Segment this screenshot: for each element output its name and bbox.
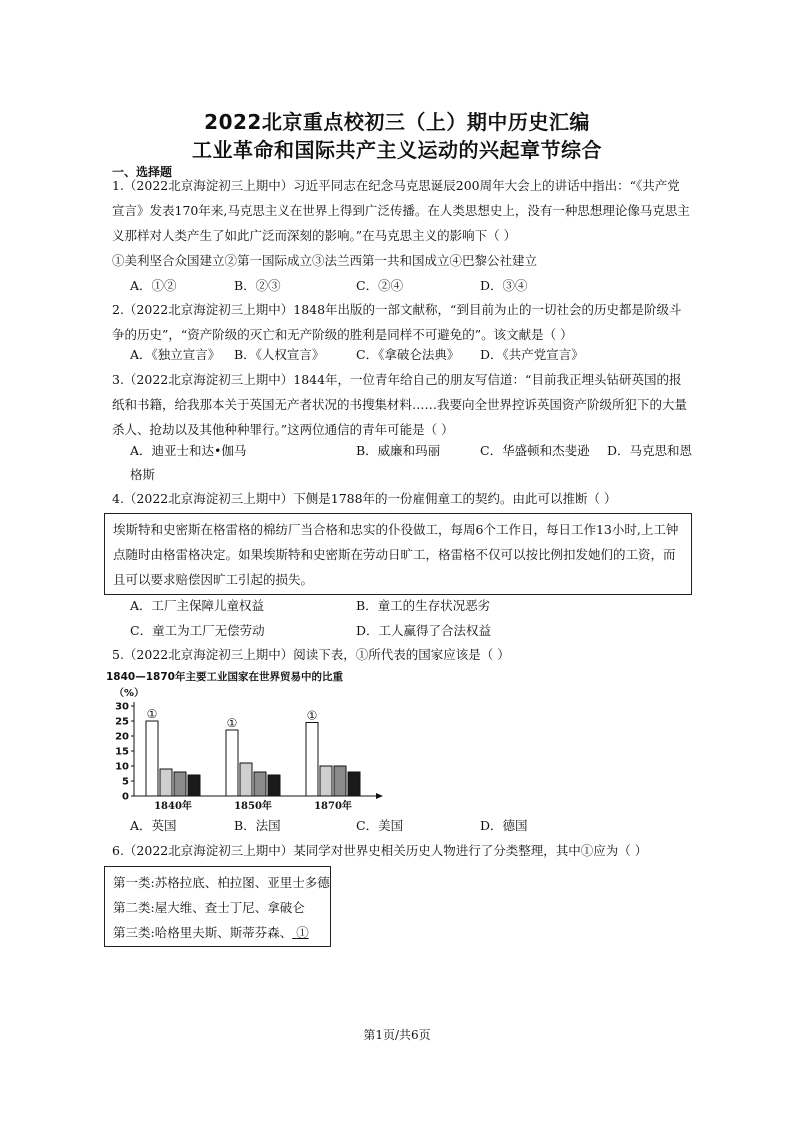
bar-marker-label: ①	[306, 708, 318, 723]
bar	[146, 721, 158, 796]
y-tick-label: 10	[115, 761, 129, 773]
page-footer: 第1页/共6页	[363, 1028, 431, 1042]
bar	[254, 772, 266, 796]
option-b: B．童工的生存状况恶劣	[356, 598, 491, 613]
question-2-text: 2.（2022北京海淀初三上期中）1848年出版的一部文献称，“到目前为止的一切社会的历史都是阶级斗争的历史”，“资产阶级的灭亡和无产阶级的胜利是同样不可避免的”。该文献是（ ）	[112, 302, 682, 342]
y-tick-label: 15	[115, 746, 129, 758]
bar	[174, 772, 186, 796]
option-b: B．威廉和玛丽	[356, 443, 441, 458]
option-a: A．迪亚士和达•伽马	[130, 443, 247, 458]
document-subtitle: 工业革命和国际共产主义运动的兴起章节综合	[192, 138, 602, 162]
y-tick-label: 5	[122, 776, 129, 788]
question-4-options-row2	[130, 618, 692, 643]
option-d-continued: 格斯	[130, 467, 156, 482]
option-a: A．英国	[130, 818, 177, 833]
question-4-text: 4.（2022北京海淀初三上期中）下侧是1788年的一份雇佣童工的契约。由此可以推断（ ）	[112, 491, 617, 506]
question-3-options	[130, 438, 692, 463]
bar	[188, 775, 200, 796]
category-2: 第二类:屋大维、查士丁尼、拿破仑	[113, 900, 305, 915]
question-2-options	[130, 342, 692, 367]
question-1-items: ①美利坚合众国建立②第一国际成立③法兰西第一共和国成立④巴黎公社建立	[112, 253, 538, 268]
chart-title: 1840—1870年主要工业国家在世界贸易中的比重	[106, 671, 343, 683]
y-tick-label: 30	[115, 701, 129, 713]
question-4-options-row1	[130, 593, 692, 618]
document-title: 2022北京重点校初三（上）期中历史汇编	[204, 110, 590, 134]
question-3-option-wrap	[130, 462, 692, 487]
question-6-text: 6.（2022北京海淀初三上期中）某同学对世界史相关历史人物进行了分类整理，其中①应为（ ）	[112, 843, 648, 858]
question-5-options	[130, 813, 692, 838]
option-a: A．《独立宣言》	[130, 347, 221, 362]
option-d: D．德国	[480, 818, 528, 833]
answer-blank	[292, 925, 309, 940]
section-heading: 一、选择题	[112, 165, 173, 179]
option-d: D．工人赢得了合法权益	[356, 623, 492, 638]
question-1-options	[130, 273, 692, 298]
option-c: C．《拿破仑法典》	[356, 347, 460, 362]
option-c: C．美国	[356, 818, 404, 833]
bar	[160, 769, 172, 796]
option-b: B．法国	[234, 818, 281, 833]
x-tick-label: 1870年	[314, 801, 352, 812]
question-3-text: 3.（2022北京海淀初三上期中）1844年，一位青年给自己的朋友写信道：“目前我正埋头钻研英国的报纸和书籍，给我那本关于英国无产者状况的书搜集材料……我要向全世界控诉英国资产阶级所犯下的大量杀人、抢劫以及其他种种罪行。”这两位通信的青年可能是（ ）	[112, 372, 688, 437]
category-3	[113, 920, 322, 945]
bar	[240, 763, 252, 796]
bar-marker-label: ①	[226, 716, 238, 730]
y-tick-label: 0	[122, 791, 129, 803]
blank-marker: ①	[296, 925, 309, 940]
question-1-text: 1.（2022北京海淀初三上期中）习近平同志在纪念马克思诞辰200周年大会上的讲话中指出：“《共产党宣言》发表170年来,马克思主义在世界上得到广泛传播。在人类思想史上，没有一种思想理论像马克思主义那样对人类产生了如此广泛而深刻的影响。”在马克思主义的影响下（ ）	[112, 178, 690, 243]
option-d: D．③④	[480, 278, 528, 293]
option-a: A．工厂主保障儿童权益	[130, 598, 265, 613]
bar	[348, 772, 360, 796]
trade-share-bar-chart	[104, 668, 394, 818]
option-a: A．①②	[130, 278, 177, 293]
chart-y-unit: （%）	[114, 688, 145, 699]
option-d: D．马克思和恩	[607, 443, 693, 458]
x-tick-label: 1840年	[154, 801, 192, 812]
option-c: C．②④	[356, 278, 404, 293]
bar	[226, 730, 238, 796]
option-c: C．童工为工厂无偿劳动	[130, 623, 265, 638]
x-tick-label: 1850年	[234, 801, 272, 812]
category-3-label: 第三类:哈格里夫斯、斯蒂芬森、	[113, 925, 293, 940]
bar	[320, 766, 332, 796]
option-c: C．华盛顿和杰斐逊	[480, 443, 590, 458]
question-5-text: 5.（2022北京海淀初三上期中）阅读下表，①所代表的国家应该是（ ）	[112, 647, 510, 662]
option-b: B．《人权宣言》	[234, 347, 325, 362]
bar	[268, 775, 280, 796]
contract-excerpt-box: 埃斯特和史密斯在格雷格的棉纺厂当合格和忠实的仆役做工，每周6个工作日，每日工作13小时,上工钟点随时由格雷格决定。如果埃斯特和史密斯在劳动日旷工，格雷格不仅可以按比例扣发她们的工资，而且可以要求赔偿因旷工引起的损失。	[104, 513, 692, 595]
bar-marker-label: ①	[146, 707, 158, 721]
y-tick-label: 20	[115, 731, 129, 743]
bar	[334, 766, 346, 796]
option-d: D．《共产党宣言》	[480, 347, 584, 362]
classification-box	[104, 866, 331, 947]
x-axis-arrow	[376, 793, 383, 799]
option-b: B．②③	[234, 278, 281, 293]
category-1: 第一类:苏格拉底、柏拉图、亚里士多德	[113, 875, 330, 890]
bar	[306, 723, 318, 797]
y-tick-label: 25	[115, 716, 129, 728]
